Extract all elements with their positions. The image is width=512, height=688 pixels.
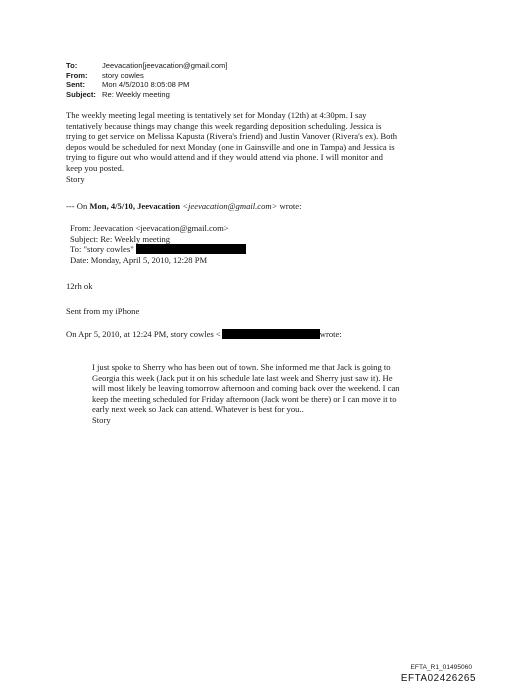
quote-header-1 xyxy=(66,201,302,212)
quoted-line: early next week so Jack can attend. Whatever is best for you.. xyxy=(92,404,304,415)
header-sent-row xyxy=(66,80,227,90)
subject-label: Subject: xyxy=(66,89,96,99)
from-label: From: xyxy=(66,70,88,80)
quoted-line: I just spoke to Sherry who has been out of town. She informed me that Jack is going to xyxy=(92,362,391,372)
fwd-to-row xyxy=(70,244,246,255)
fwd-to: To: "story cowles" xyxy=(70,244,134,255)
body-line: trying to figure out who would attend and if they would attend via phone. I will monitor and xyxy=(66,152,383,163)
forwarded-header xyxy=(70,223,246,265)
quoted-line: will most likely be leaving tomorrow afternoon and coming back over the weekend. I can xyxy=(92,383,400,394)
quote-header-2 xyxy=(66,329,342,340)
body-line: tentatively because things may change this week regarding deposition scheduling. Jessica is xyxy=(66,120,382,131)
sent-from-iphone: Sent from my iPhone xyxy=(66,306,140,316)
header-subject-row xyxy=(66,90,227,100)
message-body xyxy=(66,110,397,184)
body-line: keep you posted. xyxy=(66,162,124,173)
fwd-date: Date: Monday, April 5, 2010, 12:28 PM xyxy=(70,254,208,265)
bates-number-small: EFTA_R1_01495060 xyxy=(410,664,472,671)
quote1-date: Mon, 4/5/10, Jeevacation xyxy=(89,201,183,211)
reply-text: 12rh ok xyxy=(66,281,93,291)
sent-value: Mon 4/5/2010 8:05:08 PM xyxy=(102,80,190,90)
sent-label: Sent: xyxy=(66,80,85,90)
body-line: The weekly meeting legal meeting is tentatively set for Monday (12th) at 4:30pm. I say xyxy=(66,110,367,120)
fwd-from: From: Jeevacation <jeevacation@gmail.com> xyxy=(70,223,229,233)
quote1-suffix: wrote: xyxy=(277,201,302,211)
fwd-subject: Subject: Re: Weekly meeting xyxy=(70,233,171,244)
quote1-email: <jeevacation@gmail.com> xyxy=(182,201,278,211)
bates-number-large: EFTA02426265 xyxy=(400,673,476,684)
to-label: To: xyxy=(66,61,78,70)
email-header xyxy=(66,61,227,99)
body-line: trying to get service on Melissa Kapusta (Rivera's friend) and Justin Vanover (Rivera's ex). Both xyxy=(66,131,398,142)
redaction-box xyxy=(136,244,246,254)
quoted-line: Georgia this week (Jack put it on his schedule late last week and Sherry just saw it). He xyxy=(92,372,393,383)
subject-value: Re: Weekly meeting xyxy=(102,89,170,99)
body-signature: Story xyxy=(66,173,85,184)
header-to-row xyxy=(66,61,227,71)
header-from-row xyxy=(66,71,227,81)
body-line: depos would be scheduled for next Monday (one in Gainsville and one in Tampa) and Jessica is xyxy=(66,141,395,152)
quoted-signature: Story xyxy=(92,414,111,425)
quote1-prefix: --- On xyxy=(66,201,90,211)
from-value: story cowles xyxy=(102,70,144,80)
quote2-prefix: On Apr 5, 2010, at 12:24 PM, story cowles < xyxy=(66,329,221,339)
quote2-suffix: wrote: xyxy=(319,329,342,339)
redaction-box xyxy=(222,329,320,339)
quoted-message xyxy=(92,362,400,426)
quoted-line: keep the meeting scheduled for Friday afternoon (Jack wont be there) or I can move it to xyxy=(92,393,397,404)
to-value: Jeevacation[jeevacation@gmail.com] xyxy=(102,61,228,70)
